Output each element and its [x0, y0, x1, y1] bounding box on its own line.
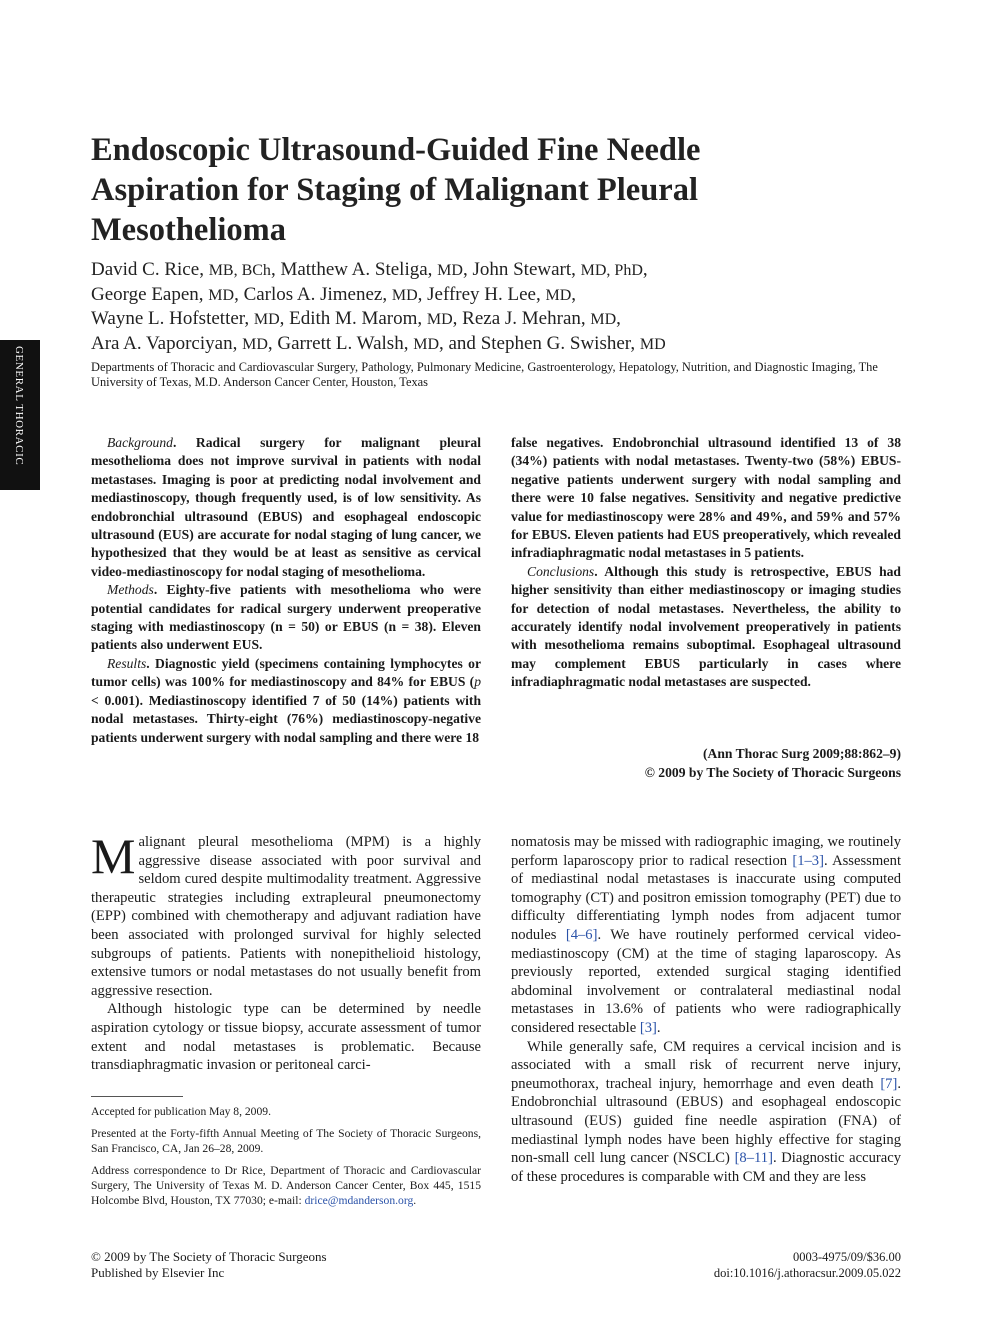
- section-tab: [0, 340, 40, 490]
- article-title: Endoscopic Ultrasound-Guided Fine Needle Aspiration for Staging of Malignant Pleural Mesothelioma: [91, 132, 701, 248]
- abstract-background: Background. Radical surgery for malignant pleural mesothelioma does not improve survival in patients with nodal metastases. Imaging is poor at predicting nodal involvement and mediastinoscopy, though frequently used, is of low sensitivity. As endobronchial ultrasound (EBUS) and esophageal endoscopic ultrasound (EUS) are accurate for nodal staging of lung cancer, we hypothesized that they would be at least as sensitive as cervical video-mediastinoscopy for nodal staging of mesothelioma.: [91, 435, 481, 579]
- author-degrees: MD: [426, 311, 453, 328]
- abstract-results: Results. Diagnostic yield (specimens containing lymphocytes or tumor cells) was 100% for mediastinoscopy and 84% for EBUS (p < 0.001). Mediastinoscopy identified 7 of 50 (14%) patients with nodal metastases. Thirty-eight (76%) mediastinoscopy-negative patients underwent surgery with nodal sampling and there were 18: [91, 655, 481, 745]
- footer-doi[interactable]: doi:10.1016/j.athoracsur.2009.05.022: [713, 1266, 901, 1280]
- author: Stephen G. Swisher, MD: [480, 332, 666, 354]
- reference-link[interactable]: [4–6]: [565, 926, 598, 943]
- affiliation: Departments of Thoracic and Cardiovascular Surgery, Pathology, Pulmonary Medicine, Gastroenterology, Hepatology, Nutrition, and Diagnostic Imaging, The University of Texas, M.D. Anderson Cancer Center, Houston, Texas: [91, 360, 878, 389]
- body-right-column: [511, 833, 901, 1186]
- author: Ara A. Vaporciyan, MD: [91, 332, 268, 354]
- reference-link[interactable]: [1–3]: [792, 852, 824, 869]
- author-name: George Eapen: [91, 283, 199, 305]
- author: Jeffrey H. Lee, MD: [427, 283, 572, 305]
- footer-publisher: Published by Elsevier Inc: [91, 1265, 225, 1280]
- author: David C. Rice, MB, BCh: [91, 259, 271, 280]
- author-name: Wayne L. Hofstetter: [91, 308, 245, 329]
- background-label: Background: [107, 435, 173, 450]
- author: Garrett L. Walsh, MD: [277, 332, 439, 354]
- abstract-right-column: [511, 434, 901, 692]
- author-list: David C. Rice, MB, BCh, Matthew A. Steliga, MD, John Stewart, MD, PhD, George Eapen, MD, Carlos A. Jimenez, MD, Jeffrey H. Lee, MD, Wayne L. Hofstetter, MD, Edith M. Marom, MD, Reza J. Mehran, MD, Ara A. Vaporciyan, MD, Garrett L. Walsh, MD, and Stephen G. Swisher, MD: [91, 259, 666, 354]
- author-degrees: MD: [208, 286, 235, 304]
- author-degrees: MD: [242, 335, 268, 353]
- author: Carlos A. Jimenez, MD: [243, 283, 418, 305]
- author-name: David C. Rice: [91, 259, 200, 280]
- author-name: Edith M. Marom: [289, 308, 418, 329]
- author-degrees: MD: [545, 286, 572, 304]
- author: Wayne L. Hofstetter, MD: [91, 308, 280, 329]
- intro-paragraph-2: Although histologic type can be determined by needle aspiration cytology or tissue biopsy, accurate assessment of tumor extent and nodal metastases is problematic. Because transdiaphragmatic invasion or peritoneal carci-: [91, 1001, 481, 1074]
- footer-copyright: © 2009 by The Society of Thoracic Surgeons: [91, 1249, 327, 1264]
- journal-citation: [511, 744, 901, 782]
- author-degrees: MD: [253, 311, 280, 328]
- reference-link[interactable]: [7]: [880, 1075, 898, 1092]
- author-degrees: MD: [437, 262, 463, 279]
- author-name: Jeffrey H. Lee: [427, 283, 536, 305]
- footnote-address: Address correspondence to Dr Rice, Department of Thoracic and Cardiovascular Surgery, The University of Texas M. D. Anderson Cancer Center, Box 445, 1515 Holcombe Blvd, Houston, TX 77030; e-mail: drice@mdanderson.org.: [91, 1164, 481, 1207]
- citation-text: (Ann Thorac Surg 2009;88:862–9): [703, 746, 901, 761]
- abstract-left-column: [91, 434, 481, 747]
- author-name: Ara A. Vaporciyan: [91, 332, 233, 354]
- footnote-accepted: Accepted for publication May 8, 2009.: [91, 1105, 271, 1118]
- author-name: John Stewart: [472, 259, 572, 280]
- author: George Eapen, MD: [91, 283, 235, 305]
- footnote-presented: Presented at the Forty-fifth Annual Meeting of The Society of Thoracic Surgeons, San Francisco, CA, Jan 26–28, 2009.: [91, 1127, 481, 1155]
- abstract-methods: Methods. Eighty-five patients with mesothelioma who were potential candidates for radical surgery underwent preoperative staging with mediastinoscopy (n = 50) or EBUS (n = 38). Eleven patients also underwent EUS.: [91, 582, 481, 653]
- author-degrees: MD: [391, 286, 418, 304]
- author: Matthew A. Steliga, MD: [280, 259, 463, 280]
- author-degrees: MD: [639, 335, 666, 353]
- intro-paragraph-4: While generally safe, CM requires a cervical incision and is associated with a small risk of recurrent nerve injury, pneumothorax, tracheal injury, hemorrhage and even death [7]. Endobronchial ultrasound (EBUS) and esophageal endoscopic ultrasound (EUS) guided fine needle aspiration (FNA) of mediastinal lymph nodes have been highly effective for staging non-small cell lung cancer (NSCLC) [8–11]. Diagnostic accuracy of these procedures is comparable with CM and they are less: [511, 1038, 901, 1185]
- author-name: Garrett L. Walsh: [277, 332, 404, 354]
- footer-left: [91, 1249, 491, 1281]
- author: Edith M. Marom, MD: [289, 308, 453, 329]
- author-name: Reza J. Mehran: [462, 308, 581, 329]
- footer-right: [581, 1249, 901, 1281]
- author-name: Carlos A. Jimenez: [243, 283, 383, 305]
- abstract-results-continued: false negatives. Endobronchial ultrasound identified 13 of 38 (34%) patients with nodal metastases. Twenty-two (58%) EBUS-negative patients underwent surgery with nodal sampling and there were 10 false negatives. Sensitivity and negative predictive value for mediastinoscopy were 28% and 49%, and 59% and 57% for EBUS. Eleven patients had EUS preoperatively, which revealed infradiaphragmatic nodal metastases in 5 patients.: [511, 435, 901, 561]
- conclusions-label: Conclusions: [527, 563, 595, 579]
- email-link[interactable]: drice@mdanderson.org: [304, 1194, 414, 1207]
- results-label: Results: [107, 655, 147, 671]
- author-name: Matthew A. Steliga: [280, 259, 428, 280]
- reference-link[interactable]: [3]: [639, 1019, 657, 1036]
- author-degrees: MD: [413, 335, 439, 353]
- author-degrees: MD, PhD: [580, 262, 643, 279]
- author: Reza J. Mehran, MD: [462, 308, 617, 329]
- intro-paragraph-3: nomatosis may be missed with radiographic imaging, we routinely perform laparoscopy prior to radical resection [1–3]. Assessment of mediastinal nodal metastases is inaccurate using computed tomography (CT) and positron emission tomography (PET) due to difficulty differentiating lymph nodes from adjacent tumor nodules [4–6]. We have routinely performed cervical video-mediastinoscopy (CM) at the time of staging laparoscopy. As previously reported, extended surgical staging identified abdominal involvement or contralateral mediastinal nodal metastases in 13.6% of patients who were radiographically considered resectable [3].: [511, 834, 901, 1036]
- footnote-divider: [91, 1096, 183, 1097]
- abstract-copyright: © 2009 by The Society of Thoracic Surgeons: [644, 765, 901, 780]
- abstract-conclusions: Conclusions. Although this study is retrospective, EBUS had higher sensitivity than either mediastinoscopy or imaging studies for detection of nodal metastases. Nevertheless, the ability to accurately identify nodal involvement preoperatively in patients with mesothelioma remains suboptimal. Esophageal ultrasound may complement EBUS particularly in cases where infradiaphragmatic nodal metastases are suspected.: [511, 563, 901, 690]
- methods-label: Methods: [107, 582, 154, 598]
- author-degrees: MB, BCh: [208, 262, 271, 279]
- footer-issn: 0003-4975/09/$36.00: [793, 1250, 901, 1264]
- author-name: Stephen G. Swisher: [480, 332, 631, 354]
- reference-link[interactable]: [8–11]: [734, 1150, 773, 1167]
- section-tab-label: GENERAL THORACIC: [13, 346, 25, 466]
- drop-cap: M: [91, 828, 136, 884]
- author-degrees: MD: [590, 311, 617, 328]
- intro-paragraph-1: Malignant pleural mesothelioma (MPM) is a highly aggressive disease associated with poor survival and seldom cured despite multimodality treatment. Aggressive therapeutic strategies including extrapleural pneumonectomy (EPP) combined with chemotherapy and adjuvant radiation have been associated with prolonged survival for highly selected subgroups of patients. Patients with nonepithelioid histology, extensive tumors or nodal metastases do not usually benefit from aggressive resection.: [91, 828, 481, 999]
- body-left-column: [91, 828, 481, 1075]
- author: John Stewart, MD, PhD: [472, 259, 643, 280]
- footnotes: [91, 1104, 481, 1215]
